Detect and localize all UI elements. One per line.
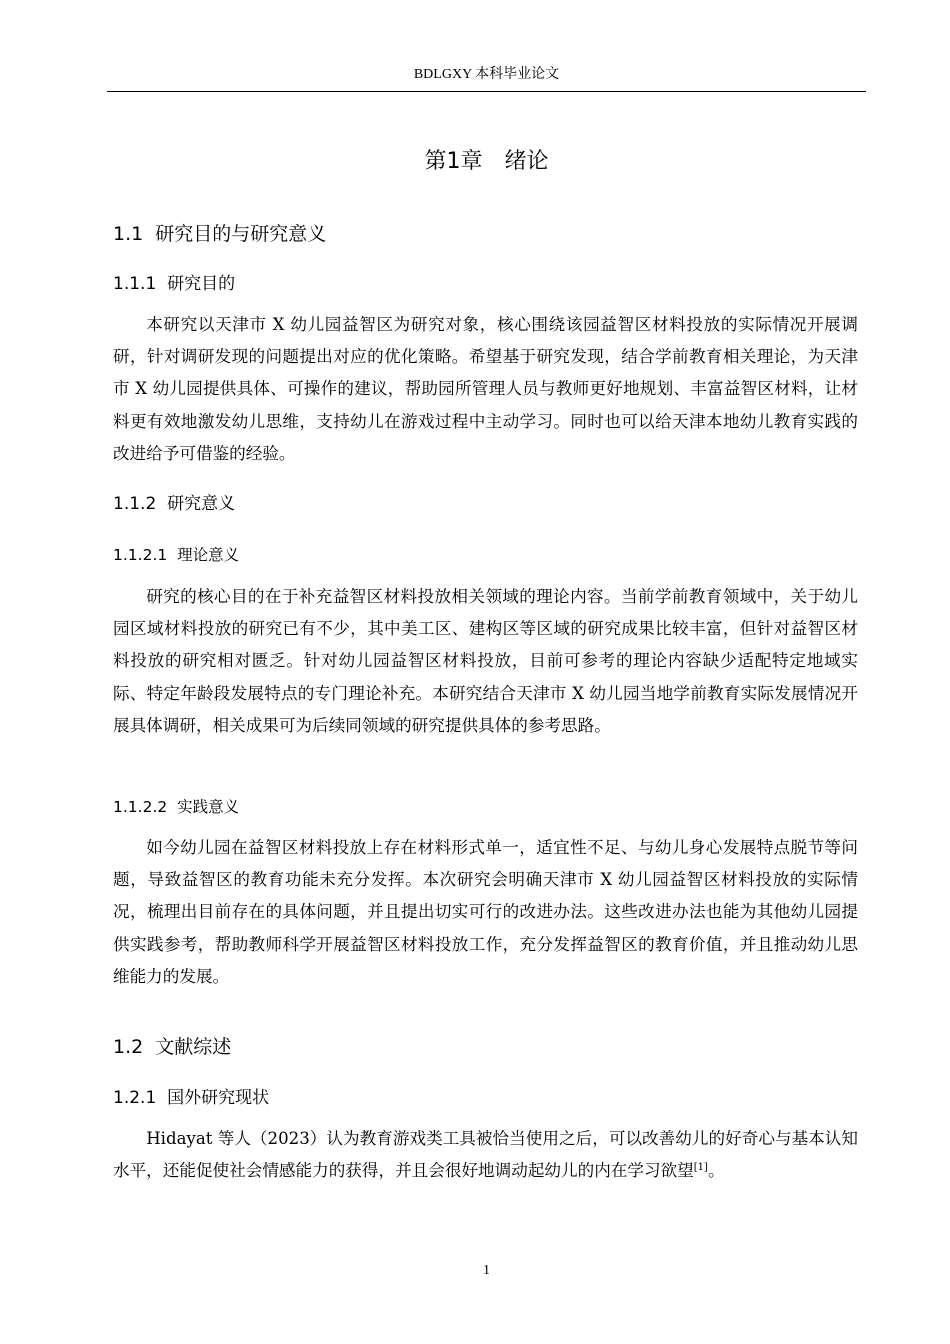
section-heading-1-1-1: 1.1.1 研究目的 <box>113 274 236 294</box>
section-heading-1-1-2-1: 1.1.2.1 理论意义 <box>113 546 240 564</box>
section-heading-1-1-2-2: 1.1.2.2 实践意义 <box>113 798 240 816</box>
chapter-title: 第1章 绪论 <box>424 149 549 174</box>
page-number: 1 <box>483 1263 490 1278</box>
paragraph-practical-significance: 如今幼儿园在益智区材料投放上存在材料形式单一，适宜性不足、与幼儿身心发展特点脱节等问题，导致益智区的教育功能未充分发挥。本次研究会明确天津市 X 幼儿园益智区材料投放的实际情况，梳理出目前存在的具体问题，并且提出切实可行的改进办法。这些改进办法也能为其他幼儿园提供实践参考，帮助教师科学开展益智区材料投放工作，充分发挥益智区的教育价值，并且推动幼儿思维能力的发展。 <box>113 838 858 986</box>
paragraph-theoretical-significance: 研究的核心目的在于补充益智区材料投放相关领域的理论内容。当前学前教育领域中，关于幼儿园区域材料投放的研究已有不少，其中美工区、建构区等区域的研究成果比较丰富，但针对益智区材料投放的研究相对匮乏。针对幼儿园益智区材料投放，目前可参考的理论内容缺少适配特定地域实际、特定年龄段发展特点的专门理论补充。本研究结合天津市 X 幼儿园当地学前教育实际发展情况开展具体调研，相关成果可为后续同领域的研究提供具体的参考思路。 <box>113 587 858 735</box>
paragraph-foreign-research-text: Hidayat 等人（2023）认为教育游戏类工具被恰当使用之后，可以改善幼儿的好奇心与基本认知水平，还能促使社会情感能力的获得，并且会很好地调动起幼儿的内在学习欲望 <box>113 1129 858 1181</box>
section-heading-1-2: 1.2 文献综述 <box>113 1036 232 1058</box>
paragraph-research-purpose: 本研究以天津市 X 幼儿园益智区为研究对象，核心围绕该园益智区材料投放的实际情况开展调研，针对调研发现的问题提出对应的优化策略。希望基于研究发现，结合学前教育相关理论，为天津市 X 幼儿园提供具体、可操作的建议，帮助园所管理人员与教师更好地规划、丰富益智区材料，让材料更有效地激发幼儿思维，支持幼儿在游戏过程中主动学习。同时也可以给天津本地幼儿教育实践的改进给予可借鉴的经验。 <box>113 315 858 463</box>
running-header: BDLGXY 本科毕业论文 <box>413 67 560 82</box>
section-heading-1-2-1: 1.2.1 国外研究现状 <box>113 1088 270 1108</box>
paragraph-end-punctuation: 。 <box>707 1161 725 1181</box>
citation-reference[interactable]: [1] <box>693 1162 708 1174</box>
section-heading-1-1: 1.1 研究目的与研究意义 <box>113 223 327 245</box>
paragraph-foreign-research <box>113 1123 858 1187</box>
header-rule <box>107 91 866 92</box>
section-heading-1-1-2: 1.1.2 研究意义 <box>113 494 236 514</box>
